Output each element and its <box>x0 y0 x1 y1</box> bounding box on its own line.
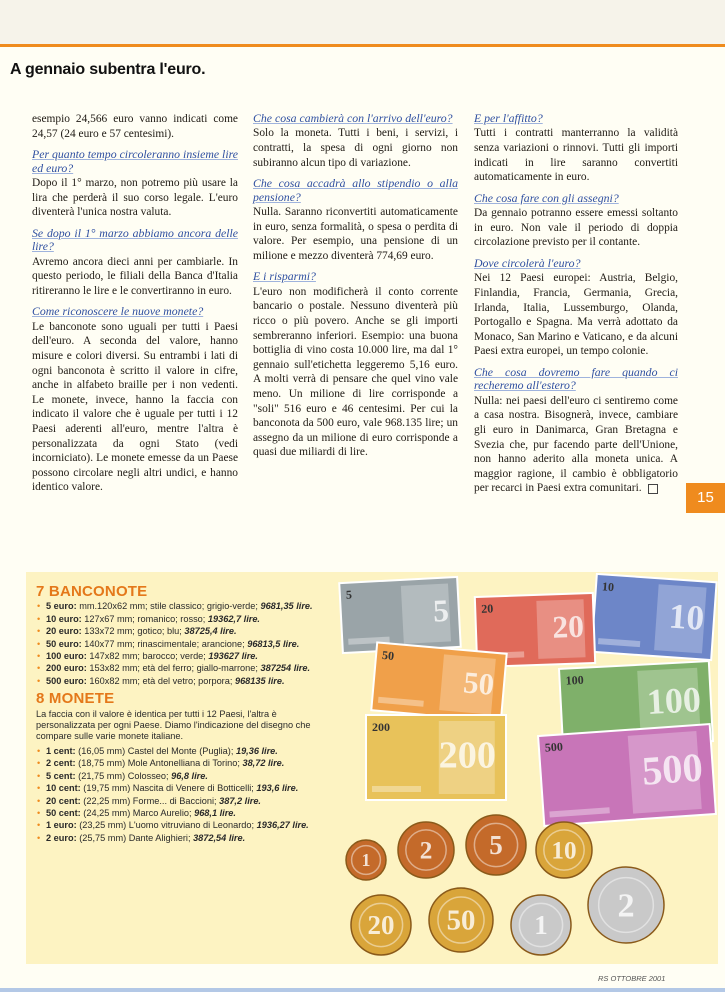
banknote-item <box>36 651 336 662</box>
item-label: 50 cent: <box>46 807 81 818</box>
header-rule <box>0 44 725 47</box>
paragraph: Avremo ancora dieci anni per cambiarle. In questo periodo, le filiali della Banca d'Italia ritireranno le lire e le convertiranno in euro. <box>32 255 238 297</box>
coin-item <box>36 833 336 844</box>
item-description: (18,75 mm) Mole Antonelliana di Torino; <box>75 758 240 769</box>
banknote-corner-value: 50 <box>381 647 395 663</box>
item-description: 127x67 mm; romanico; rosso; <box>81 613 206 624</box>
coin-item <box>36 758 336 769</box>
paragraph: Le banconote sono uguali per tutti i Paesi dell'euro. A seconda del valore, hanno misure e colori diversi. Su entrambi i lati di ogni banconota è scritto il valore in cifre, anche in alfabeto braille per i non vedenti. Le monete, invece, hanno la faccia con indicato il valore che è uguale per tutti i 12 Paesi aderenti all'euro, mentre l'altra è personalizzata da ogni Stato (vedi incorniciato). Le monete emesse da un Paese possono circolare negli altri undici, e hanno identico valore. <box>32 320 238 494</box>
item-description: (24,25 mm) Marco Aurelio; <box>80 807 192 818</box>
page-headline: A gennaio subentra l'euro. <box>10 61 206 78</box>
question-heading: E per l'affitto? <box>474 111 543 125</box>
banknote-item <box>36 663 336 674</box>
question-heading: Per quanto tempo circoleranno insieme lire ed euro? <box>32 147 238 175</box>
question-heading: Come riconoscere le nuove monete? <box>32 304 204 319</box>
end-of-article-mark <box>648 484 658 494</box>
footer-issue: RS OTTOBRE 2001 <box>598 974 666 983</box>
top-band <box>0 0 725 44</box>
banknote-value: 100 <box>645 679 702 723</box>
coins-list <box>36 746 336 844</box>
question-heading: E i risparmi? <box>253 269 316 284</box>
info-box-text <box>36 583 336 850</box>
coin-value: 20 <box>367 910 395 940</box>
coins-heading: 8 MONETE <box>36 690 115 708</box>
question-heading: Dove circolerà l'euro? <box>474 255 581 270</box>
banknote-item <box>36 601 336 612</box>
paragraph: Nulla: nei paesi dell'euro ci sentiremo come a casa nostra. Bisognerà, invece, cambiare gli euro in Danimarca, Gran Bretagna e Svezia che, pur facendo parte dell'Unione, non hanno aderito alla moneta unica. A maggior ragione, il cambio è obbligatorio per recarci in Paesi extra comunitari. <box>474 394 678 495</box>
item-label: 200 euro: <box>46 663 87 674</box>
text-column-2 <box>253 112 458 467</box>
text-column-1 <box>32 112 238 502</box>
item-lire-value: 193,6 lire. <box>253 783 299 794</box>
banknote-value: 50 <box>461 665 496 702</box>
banknote-item <box>36 626 336 637</box>
item-label: 20 euro: <box>46 626 82 637</box>
question-heading: Che cosa fare con gli assegni? <box>474 190 619 205</box>
item-lire-value: 9681,35 lire. <box>257 601 313 612</box>
item-lire-value: 38,72 lire. <box>239 758 285 769</box>
item-description: (21,75 mm) Colosseo; <box>75 770 169 781</box>
text-column-3 <box>474 112 678 503</box>
item-lire-value: 968,1 lire. <box>191 807 236 818</box>
banknotes-heading: 7 BANCONOTE <box>36 583 148 600</box>
item-label: 50 euro: <box>46 638 82 649</box>
paragraph: Nei 12 Paesi europei: Austria, Belgio, Finlandia, Francia, Germania, Grecia, Irlanda, Italia, Lussemburgo, Olanda, Portogallo e Spagna. Ma verrà adottato da Monaco, San Marino e Vaticano, e da alcuni Paesi extra europei, un tempo colonie. <box>474 272 678 358</box>
banknote-stripe <box>372 786 421 792</box>
item-description: 153x82 mm; età del ferro; giallo-marrone; <box>86 663 258 674</box>
paragraph: Da gennaio potranno essere emessi soltanto in euro. Non vale il periodo di doppia circolazione previsto per il contante. <box>474 207 678 249</box>
item-lire-value: 19,36 lire. <box>233 745 278 756</box>
paragraph: L'euro non modificherà il conto corrente bancario o postale. Nessuno diventerà più ricco o più povero. Anche se gli importi sembreranno inferiori. Esempio: una buona bottiglia di vino costa 10.000 lire, ma dal 1° gennaio sull'etichetta leggeremo 5,16 euro. A molti verrà di pensare che quel vino vale meno. Un milione di lire corrisponde a "soli" 516 euro e 46 centesimi. Per cui la banconota da 500 euro, vale 968.135 lire; un assegno da un milione di euro corrisponde a quasi due miliardi di lire. <box>253 285 458 459</box>
banknote-item <box>36 639 336 650</box>
item-description: 133x72 mm; gotico; blu; <box>81 626 182 637</box>
item-lire-value: 38725,4 lire. <box>181 626 237 637</box>
item-label: 500 euro: <box>46 675 87 686</box>
item-label: 1 euro: <box>46 820 77 831</box>
coin-value: 50 <box>446 904 476 937</box>
item-label: 10 cent: <box>46 783 81 794</box>
coin-value: 1 <box>361 850 371 870</box>
item-description: 140x77 mm; rinascimentale; arancione; <box>81 638 245 649</box>
question-heading: Che cosa cambierà con l'arrivo dell'euro? <box>253 111 453 125</box>
euro-notes-coins-illustration <box>336 570 718 965</box>
banknotes-list <box>36 601 336 687</box>
banknote-corner-value: 200 <box>372 720 390 734</box>
item-lire-value: 3872,54 lire. <box>190 832 246 843</box>
item-description: (19,75 mm) Nascita di Venere di Botticelli; <box>80 783 254 794</box>
banknote-value: 10 <box>667 596 706 638</box>
item-description: (16,05 mm) Castel del Monte (Puglia); <box>75 745 234 756</box>
banknote-image <box>366 715 506 800</box>
item-label: 1 cent: <box>46 745 76 756</box>
coin-item <box>36 746 336 757</box>
item-label: 2 euro: <box>46 832 77 843</box>
item-label: 5 euro: <box>46 601 77 612</box>
banknote-corner-value: 5 <box>345 587 353 602</box>
banknote-value: 20 <box>551 608 585 645</box>
item-lire-value: 1936,27 lire. <box>254 820 309 831</box>
banknote-value: 5 <box>432 592 450 629</box>
item-description: (25,75 mm) Dante Alighieri; <box>76 832 191 843</box>
coin-value: 2 <box>419 837 433 865</box>
coin-item <box>36 796 336 807</box>
question-heading: Che cosa accadrà allo stipendio o alla pensione? <box>253 176 458 204</box>
banknote-image <box>591 574 716 660</box>
item-description: 147x82 mm; barocco; verde; <box>86 651 206 662</box>
banknote-corner-value: 100 <box>565 672 584 688</box>
coin-value: 5 <box>489 830 503 860</box>
item-label: 100 euro: <box>46 651 87 662</box>
banknote-corner-value: 500 <box>544 739 564 755</box>
item-label: 2 cent: <box>46 758 76 769</box>
banknote-item <box>36 676 336 687</box>
item-lire-value: 387254 lire. <box>257 663 311 674</box>
coin-value: 1 <box>534 910 548 940</box>
banknote-corner-value: 20 <box>480 601 494 616</box>
question-heading: Che cosa dovremo fare quando ci recheremo all'estero? <box>474 364 678 393</box>
item-description: (23,25 mm) L'uomo vitruviano di Leonardo; <box>76 820 255 831</box>
coin-item <box>36 820 336 831</box>
item-description: 160x82 mm; età del vetro; porpora; <box>86 675 233 686</box>
banknote-image <box>339 577 461 653</box>
item-label: 20 cent: <box>46 795 81 806</box>
item-label: 5 cent: <box>46 770 76 781</box>
item-label: 10 euro: <box>46 613 82 624</box>
coin-item <box>36 771 336 782</box>
paragraph: Tutti i contratti manterranno la validità senza variazioni o rinnovi. Tutti gli importi indicati in lire saranno convertiti automaticamente in euro. <box>474 127 678 184</box>
item-lire-value: 968135 lire. <box>232 675 285 686</box>
banknote-value: 500 <box>640 744 705 794</box>
paragraph: Nulla. Saranno riconvertiti automaticamente in euro, senza formalità, o spesa o perdita di valore. Per esempio, una pensione di un milione e mezzo diventerà 774,69 euro. <box>253 206 458 262</box>
banknote-item <box>36 614 336 625</box>
item-lire-value: 96,8 lire. <box>168 770 208 781</box>
item-description: mm.120x62 mm; stile classico; grigio-verde; <box>76 601 258 612</box>
item-lire-value: 387,2 lire. <box>216 795 261 806</box>
item-description: (22,25 mm) Forme... di Baccioni; <box>80 795 217 806</box>
bottom-bar <box>0 988 725 992</box>
coins-intro: La faccia con il valore è identica per tutti i 12 Paesi, l'altra è personalizzata per ogni Paese. Diamo l'indicazione del disegno che compare sulle varie monete italiane. <box>36 708 311 742</box>
question-heading: Se dopo il 1° marzo abbiamo ancora delle lire? <box>32 225 238 254</box>
coin-value: 2 <box>617 887 635 925</box>
page-number-tab: 15 <box>686 483 725 513</box>
coin-value: 10 <box>551 837 577 865</box>
item-lire-value: 19362,7 lire. <box>205 613 260 624</box>
coin-item <box>36 808 336 819</box>
coin-item <box>36 783 336 794</box>
paragraph: Solo la moneta. Tutti i beni, i servizi, i contratti, la spesa di ogni giorno non subiranno alcun tipo di variazione. <box>253 127 458 169</box>
banknote-corner-value: 10 <box>601 579 615 595</box>
banknote-image <box>538 724 716 826</box>
item-lire-value: 96813,5 lire. <box>244 638 300 649</box>
paragraph: esempio 24,566 euro vanno indicati come 24,57 (24 euro e 57 centesimi). <box>32 113 238 140</box>
banknote-value: 200 <box>438 734 496 777</box>
item-lire-value: 193627 lire. <box>205 651 258 662</box>
paragraph: Dopo il 1° marzo, non potremo più usare la lira che perderà il suo corso legale. L'euro diventerà l'unica nostra valuta. <box>32 177 238 219</box>
banknote-image <box>371 642 506 721</box>
